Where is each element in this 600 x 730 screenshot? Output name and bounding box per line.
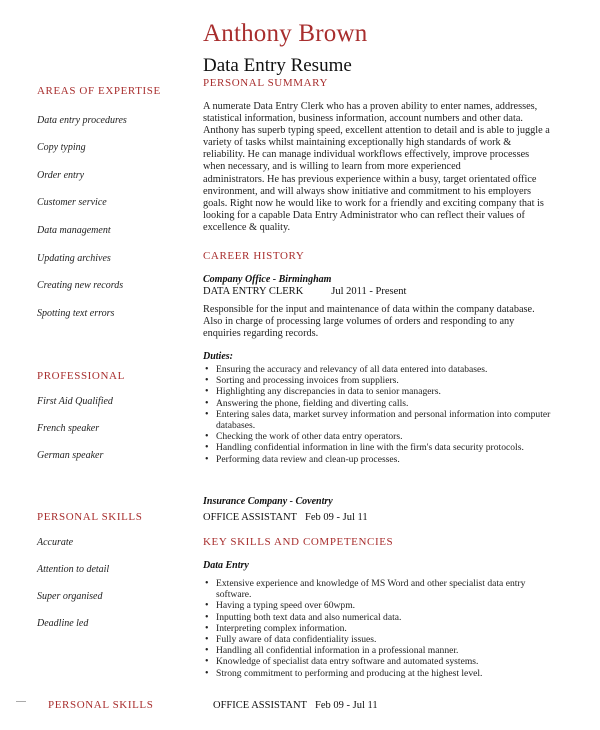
list-item: • Having a typing speed over 60wpm. xyxy=(203,600,553,611)
personal-skills-heading: PERSONAL SKILLS xyxy=(37,511,143,523)
professional-heading: PROFESSIONAL xyxy=(37,370,125,382)
list-item: • Sorting and processing invoices from suppliers. xyxy=(203,375,553,386)
list-item: • Answering the phone, fielding and diverting calls. xyxy=(203,398,553,409)
job2-role-line xyxy=(203,512,368,523)
personal-skill-item: Attention to detail xyxy=(37,564,110,575)
list-item: • Highlighting any discrepancies in data to senior managers. xyxy=(203,386,553,397)
expertise-heading: AREAS OF EXPERTISE xyxy=(37,85,161,97)
expertise-item: Order entry xyxy=(37,170,85,181)
summary-text: A numerate Data Entry Clerk who has a proven ability to enter names, addresses, statistical information, business information, account numbers and other data. Anthony has superb typing speed, excellent attention to detail and is able to juggle a variety of tasks whilst maintaining exceptionally high standards of work & reliability. He can manage individual workflows effectively, improve processes when necessary, and is willing to learn from more experienced administrators. He has previous experience within a busy, target orientated office environment, and will always show initiative and commitment to his employers goals. Right now he would like to work for a friendly and exciting company that is looking for a capable Data Entry Administrator who can reflect their values of excellence & quality. xyxy=(203,101,550,233)
expertise-item: Creating new records xyxy=(37,280,124,291)
list-item: • Handling confidential information in line with the firm's data security protocols. xyxy=(203,442,553,453)
job1-role-line xyxy=(203,286,406,297)
job1-role: DATA ENTRY CLERK xyxy=(203,286,304,297)
footer-skills-heading: PERSONAL SKILLS xyxy=(48,699,154,711)
candidate-name: Anthony Brown xyxy=(203,20,368,47)
footer-job-dates: Feb 09 - Jul 11 xyxy=(314,700,378,711)
expertise-item: Updating archives xyxy=(37,253,111,264)
list-item: • Strong commitment to performing and producing at the highest level. xyxy=(203,668,553,679)
expertise-item: Data management xyxy=(37,225,111,236)
duties-list xyxy=(203,364,553,465)
list-item: • Fully aware of data confidentiality issues. xyxy=(203,634,553,645)
personal-skill-item: Accurate xyxy=(37,537,74,548)
duties-label: Duties: xyxy=(203,351,233,362)
list-item: • Handling all confidential information in a professional manner. xyxy=(203,645,553,656)
job2-role: OFFICE ASSISTANT xyxy=(203,512,297,523)
job1-company: Company Office - Birmingham xyxy=(203,274,332,285)
summary-heading: PERSONAL SUMMARY xyxy=(203,77,329,89)
key-skills-heading: KEY SKILLS AND COMPETENCIES xyxy=(203,536,394,548)
professional-item: First Aid Qualified xyxy=(37,396,113,407)
list-item: • Knowledge of specialist data entry software and automated systems. xyxy=(203,656,553,667)
page-divider xyxy=(16,701,26,702)
expertise-item: Customer service xyxy=(37,197,107,208)
job1-description: Responsible for the input and maintenance of data within the company database. Also in charge of processing large volumes of orders and responding to any enquiries regarding records. xyxy=(203,304,535,340)
list-item: • Interpreting complex information. xyxy=(203,623,553,634)
list-item: • Entering sales data, market survey information and personal information into computer databases. xyxy=(203,409,553,431)
professional-item: French speaker xyxy=(37,423,100,434)
job1-dates: Jul 2011 - Present xyxy=(331,286,407,297)
skills-list xyxy=(203,578,553,679)
list-item: • Checking the work of other data entry operators. xyxy=(203,431,553,442)
list-item: • Performing data review and clean-up processes. xyxy=(203,454,553,465)
job2-company: Insurance Company - Coventry xyxy=(203,496,333,507)
expertise-item: Copy typing xyxy=(37,142,86,153)
data-entry-subheading: Data Entry xyxy=(203,560,249,571)
expertise-item: Data entry procedures xyxy=(37,115,127,126)
footer-job-role: OFFICE ASSISTANT xyxy=(213,700,307,711)
personal-skill-item: Super organised xyxy=(37,591,103,602)
resume-title: Data Entry Resume xyxy=(203,55,352,76)
footer-job-line xyxy=(213,700,378,711)
list-item: • Inputting both text data and also numerical data. xyxy=(203,612,553,623)
list-item: • Ensuring the accuracy and relevancy of all data entered into databases. xyxy=(203,364,553,375)
career-heading: CAREER HISTORY xyxy=(203,250,305,262)
personal-skill-item: Deadline led xyxy=(37,618,89,629)
job2-dates: Feb 09 - Jul 11 xyxy=(304,512,368,523)
expertise-item: Spotting text errors xyxy=(37,308,115,319)
professional-item: German speaker xyxy=(37,450,104,461)
list-item: • Extensive experience and knowledge of MS Word and other specialist data entry software. xyxy=(203,578,553,600)
